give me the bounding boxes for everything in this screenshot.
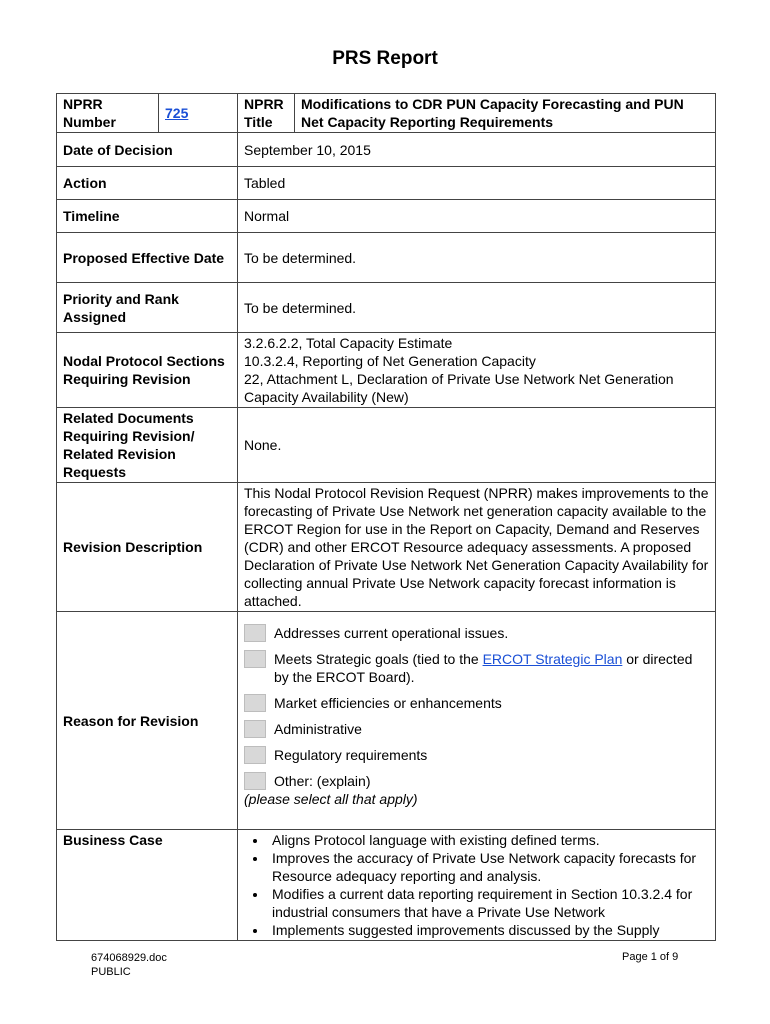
page-title: PRS Report [332,48,438,69]
prs-report-table [56,93,716,941]
option-label: Regulatory requirements [274,747,428,763]
priority-rank-value: To be determined. [238,283,716,333]
nprr-number-label: NPRR Number [57,94,159,133]
date-of-decision-label: Date of Decision [57,133,238,167]
header-row [57,94,716,133]
footer-left [91,951,167,979]
reason-option [244,694,709,712]
reason-options [238,612,716,830]
list-item: • Aligns Protocol language with existing defined terms. [268,831,709,849]
related-docs-value: None. [238,408,716,483]
row-related-docs [57,408,716,483]
select-all-note: (please select all that apply) [244,791,418,807]
nprr-title: Modifications to CDR PUN Capacity Forecasting and PUN Net Capacity Reporting Requirements [295,94,716,133]
option-label: Other: (explain) [274,773,371,789]
list-item: • Implements suggested improvements discussed by the Supply [268,921,709,939]
revision-description-label: Revision Description [57,483,238,612]
list-item: • Modifies a current data reporting requirement in Section 10.3.2.4 for industrial consumers that have a Private Use Network [268,885,709,921]
reason-option [244,772,709,790]
footer-classification: PUBLIC [91,966,131,978]
row-date-of-decision [57,133,716,167]
row-proposed-effective-date [57,233,716,283]
reason-label: Reason for Revision [57,612,238,830]
list-item: • Improves the accuracy of Private Use Network capacity forecasts for Resource adequacy reporting and analysis. [268,849,709,885]
checkbox-operational[interactable] [244,624,266,642]
option-text: or directed by the ERCOT Board). [274,651,693,685]
section-line: 3.2.6.2.2, Total Capacity Estimate [244,335,453,351]
row-priority-rank [57,283,716,333]
checkbox-regulatory[interactable] [244,746,266,764]
business-case-list [244,831,709,939]
option-label-strategic [274,650,709,686]
date-of-decision-value: September 10, 2015 [238,133,716,167]
nprr-number-cell [159,94,238,133]
checkbox-market-efficiencies[interactable] [244,694,266,712]
row-action [57,167,716,200]
sections-value [238,333,716,408]
related-docs-label: Related Documents Requiring Revision/ Related Revision Requests [57,408,238,483]
footer-filename: 674068929.doc [91,952,167,964]
footer-page-number: Page 1 of 9 [622,951,679,963]
section-line: 22, Attachment L, Declaration of Private Use Network Net Generation Capacity Availability (New) [244,371,674,405]
checkbox-other[interactable] [244,772,266,790]
business-case-label: Business Case [57,830,238,941]
row-revision-description [57,483,716,612]
option-label: Market efficiencies or enhancements [274,695,502,711]
option-label: Administrative [274,721,362,737]
nprr-title-label: NPRR Title [238,94,295,133]
section-line: 10.3.2.4, Reporting of Net Generation Capacity [244,353,536,369]
checkbox-administrative[interactable] [244,720,266,738]
sections-label: Nodal Protocol Sections Requiring Revision [57,333,238,408]
timeline-label: Timeline [57,200,238,233]
nprr-number-link[interactable]: 725 [165,105,189,121]
ercot-strategic-plan-link[interactable]: ERCOT Strategic Plan [482,651,623,667]
checkbox-strategic[interactable] [244,650,266,668]
revision-description-value: This Nodal Protocol Revision Request (NPRR) makes improvements to the forecasting of Private Use Network net generation capacity available to the ERCOT Region for use in the Report on Capacity, Demand and Reserves (CDR) and other ERCOT Resource adequacy assessments. A proposed Declaration of Private Use Network Net Generation Capacity Availability for collecting annual Private Use Network capacity forecast information is attached. [238,483,716,612]
proposed-effective-date-value: To be determined. [238,233,716,283]
reason-option [244,624,709,642]
row-timeline [57,200,716,233]
option-text: Meets Strategic goals (tied to the [274,651,483,667]
row-sections [57,333,716,408]
timeline-value: Normal [238,200,716,233]
reason-option [244,650,709,686]
priority-rank-label: Priority and Rank Assigned [57,283,238,333]
row-business-case [57,830,716,941]
row-reason-for-revision [57,612,716,830]
reason-option [244,720,709,738]
action-value: Tabled [238,167,716,200]
business-case-value [238,830,716,941]
option-label: Addresses current operational issues. [274,625,509,641]
reason-option [244,746,709,764]
proposed-effective-date-label: Proposed Effective Date [57,233,238,283]
action-label: Action [57,167,238,200]
